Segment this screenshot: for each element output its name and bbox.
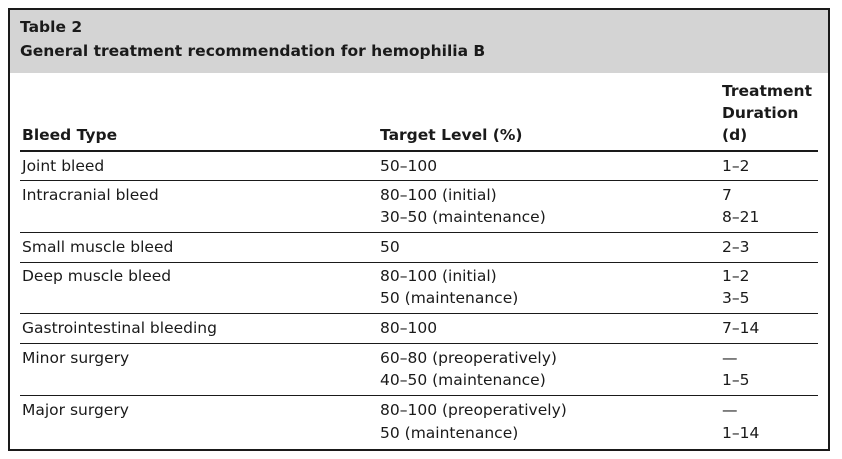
row-divider [20,262,818,263]
cell-target-level: 80–100 [380,319,438,337]
row-divider [20,232,818,233]
cell-bleed-type: Major surgery [22,401,129,419]
cell-duration: — [722,349,738,367]
row-divider [20,313,818,314]
table-label: Table 2 [20,18,83,36]
cell-bleed-type: Small muscle bleed [22,238,174,256]
cell-duration: 1–5 [722,371,750,389]
header-rule [20,150,818,152]
cell-duration: 7 [722,186,732,204]
cell-target-level: 50–100 [380,157,438,175]
header-duration-line-1: Treatment [722,82,813,100]
header-duration-line-3: (d) [722,126,748,144]
cell-duration: 2–3 [722,238,750,256]
cell-bleed-type: Intracranial bleed [22,186,159,204]
row-divider [20,395,818,396]
cell-duration: 8–21 [722,208,760,226]
cell-duration: — [722,401,738,419]
table-title: General treatment recommendation for hemophilia B [20,42,486,60]
cell-target-level: 60–80 (preoperatively) [380,349,557,367]
cell-bleed-type: Joint bleed [22,157,105,175]
cell-bleed-type: Gastrointestinal bleeding [22,319,217,337]
cell-target-level: 30–50 (maintenance) [380,208,546,226]
header-duration-line-2: Duration [722,104,799,122]
cell-target-level: 40–50 (maintenance) [380,371,546,389]
cell-target-level: 50 (maintenance) [380,289,519,307]
cell-target-level: 80–100 (initial) [380,186,497,204]
cell-duration: 1–2 [722,157,750,175]
cell-duration: 1–14 [722,424,760,442]
table-caption [10,10,828,73]
cell-duration: 7–14 [722,319,760,337]
cell-target-level: 50 (maintenance) [380,424,519,442]
cell-duration: 1–2 [722,267,750,285]
row-divider [20,180,818,181]
cell-target-level: 50 [380,238,400,256]
table-frame [8,8,830,451]
cell-bleed-type: Deep muscle bleed [22,267,172,285]
cell-duration: 3–5 [722,289,750,307]
cell-bleed-type: Minor surgery [22,349,130,367]
header-target-level: Target Level (%) [380,126,523,144]
row-divider [20,343,818,344]
header-bleed-type: Bleed Type [22,126,118,144]
cell-target-level: 80–100 (preoperatively) [380,401,567,419]
cell-target-level: 80–100 (initial) [380,267,497,285]
